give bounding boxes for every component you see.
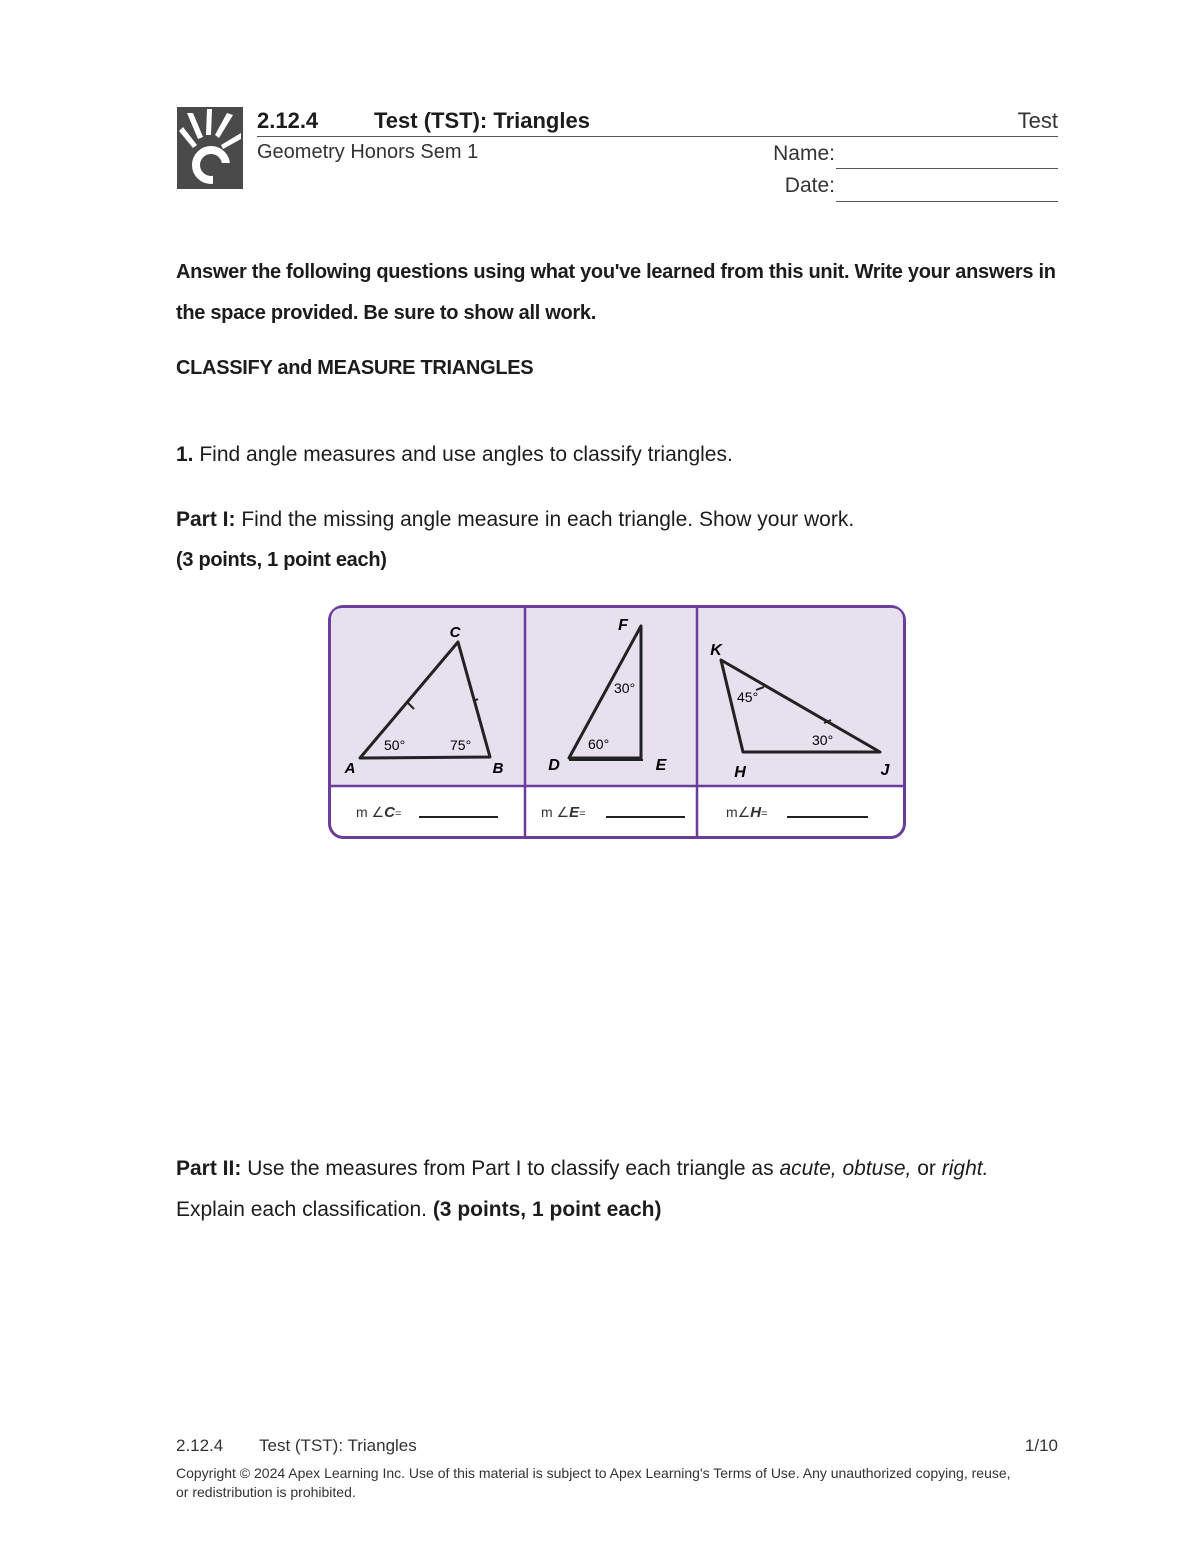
part-1-prompt <box>176 508 854 532</box>
question-number: 1. <box>176 443 194 466</box>
header-rule <box>257 136 835 137</box>
header-rule-right <box>835 136 1058 137</box>
angle-label-b: 75° <box>450 737 472 753</box>
part-2-label: Part II: <box>176 1157 242 1180</box>
header-title: Test (TST): Triangles <box>374 108 590 133</box>
footer-page-number: 1/10 <box>1024 1436 1058 1455</box>
part-2-italic-b: right. <box>941 1157 989 1180</box>
vertex-label-j: J <box>880 762 890 779</box>
name-label: Name: <box>773 142 835 165</box>
footer-title: Test (TST): Triangles <box>259 1436 417 1455</box>
part-2-text-b: or <box>917 1157 936 1180</box>
angle-label-k: 45° <box>737 689 759 705</box>
question-text: Find angle measures and use angles to classify triangles. <box>199 443 733 466</box>
part-1-points: (3 points, 1 point each) <box>176 549 387 571</box>
vertex-label-k: K <box>710 642 722 659</box>
section-heading: CLASSIFY and MEASURE TRIANGLES <box>176 357 534 379</box>
angle-label-a: 50° <box>384 737 406 753</box>
vertex-label-d: D <box>548 757 560 774</box>
angle-label-d: 60° <box>588 736 610 752</box>
vertex-label-h: H <box>734 764 746 781</box>
part-1-text: Find the missing angle measure in each triangle. Show your work. <box>241 508 855 531</box>
name-field-line[interactable] <box>836 168 1058 169</box>
date-label: Date: <box>784 174 835 197</box>
vertex-label-b: B <box>492 760 504 777</box>
angle-label-j: 30° <box>812 732 834 748</box>
part-2-text-a: Use the measures from Part I to classify each triangle as <box>247 1157 774 1180</box>
answer-label-e: m ∠E= <box>541 804 586 821</box>
question-1 <box>176 443 733 467</box>
part-2-text-c: Explain each classification. <box>176 1198 427 1221</box>
vertex-label-c: C <box>449 624 461 641</box>
answer-label-c: m ∠C= <box>356 804 402 821</box>
part-2-italic-a: acute, obtuse, <box>779 1157 912 1180</box>
instructions: Answer the following questions using what you've learned from this unit. Write your answers in the space provided. Be sure to show all work. <box>176 261 1056 324</box>
part-2-points: (3 points, 1 point each) <box>432 1198 662 1221</box>
answer-label-h: m∠H= <box>726 804 768 821</box>
header-doc-type: Test <box>1017 108 1058 133</box>
header-lesson-code: 2.12.4 <box>257 108 319 133</box>
date-field-line[interactable] <box>836 201 1058 202</box>
triangles-figure <box>328 605 906 839</box>
footer-copyright: Copyright © 2024 Apex Learning Inc. Use of this material is subject to Apex Learning's Terms of Use. Any unauthorized copying, reuse, or redistribution is prohibited. <box>176 1465 1011 1500</box>
part-1-label: Part I: <box>176 508 236 531</box>
apex-logo <box>177 107 243 189</box>
vertex-label-f: F <box>618 617 628 634</box>
vertex-label-a: A <box>344 760 356 777</box>
vertex-label-e: E <box>655 757 667 774</box>
part-2-prompt <box>176 1148 1056 1230</box>
angle-label-f: 30° <box>614 680 636 696</box>
footer-lesson-code: 2.12.4 <box>176 1436 224 1455</box>
header-course: Geometry Honors Sem 1 <box>257 141 479 163</box>
